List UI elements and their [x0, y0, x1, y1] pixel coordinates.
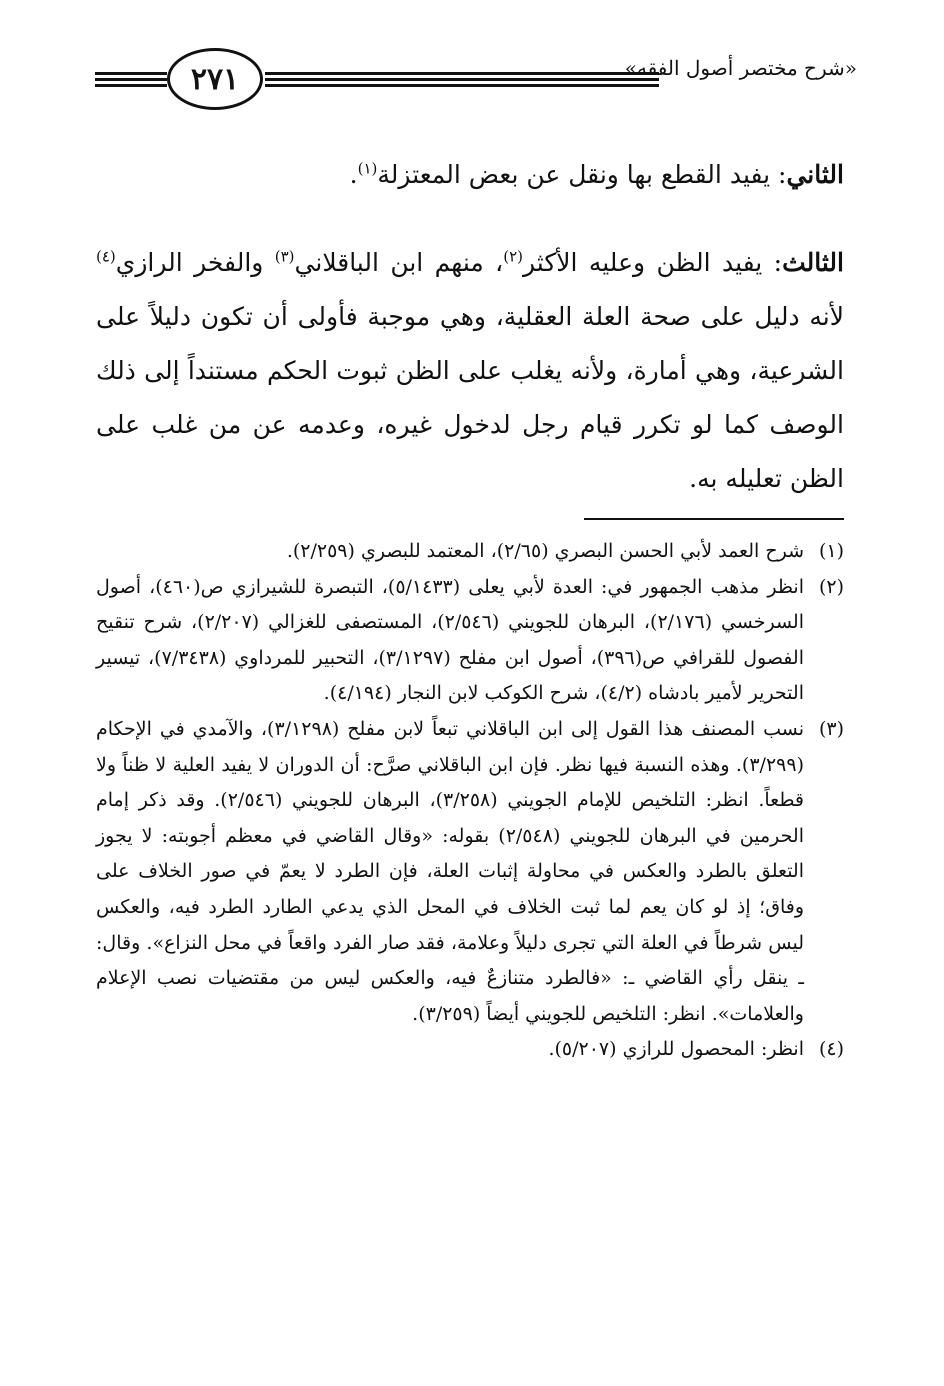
- footnote-number: (٢): [818, 575, 844, 598]
- paragraph-third-view: [96, 236, 844, 506]
- footnote-item: [96, 570, 844, 712]
- footnote-text: انظر: المحصول للرازي (٥/٢٠٧).: [548, 1038, 804, 1061]
- footnote-ref: (١): [357, 159, 378, 178]
- paragraph-lead: الثاني: [786, 160, 844, 189]
- footnote-number: (١): [818, 540, 844, 562]
- paragraph-text: والفخر الرازي: [115, 248, 275, 277]
- page-header: [95, 46, 857, 126]
- footnote-ref: (٤): [96, 247, 116, 266]
- footnote-separator: [584, 518, 844, 520]
- running-title: «شرح مختصر أصول الفقه»: [624, 56, 857, 80]
- footnote-ref: (٣): [274, 247, 295, 266]
- footnote-number: (٣): [818, 717, 844, 740]
- paragraph-text: لأنه دليل على صحة العلة العقلية، وهي موجبة فأولى أن تكون دليلاً على الشرعية، وهي أمارة، ولأنه يغلب على الظن ثبوت الحكم مستنداً إلى ذلك الوصف كما لو تكرر قيام رجل لدخول غيره، وعدمه عن من غلب على الظن تعليله به.: [96, 302, 844, 493]
- footnote-text: نسب المصنف هذا القول إلى ابن الباقلاني تبعاً لابن مفلح (٣/١٢٩٨)، والآمدي في الإحكام (٣/٢٩٩). وهذه النسبة فيها نظر. فإن ابن الباقلاني صرَّح: أن الدوران لا يفيد العلية لا ظناً ولا قطعاً. انظر: التلخيص للإمام الجويني (٣/٢٥٨)، البرهان للجويني (٢/٥٤٦). وقد ذكر إمام الحرمين في البرهان للجويني (٢/٥٤٨) بقوله: «وقال القاضي في معظم أجوبته: لا يجوز التعلق بالطرد والعكس في محاولة إثبات العلة، فإن الطرد لا يعمّ في صور الخلاف على وفاق؛ إذ لو كان يعم لما ثبت الخلاف في المحل الذي يدعي الطارد الطرد فيه، والعكس ليس شرطاً في العلة التي تجرى دليلاً وعلامة، فقد صار الفرد واقعاً في محل النزاع». وقال: ـ ينقل رأي القاضي ـ: «فالطرد متنازعٌ فيه، والعكس ليس من مقتضيات نصب الإعلام والعلامات». انظر: التلخيص للجويني أيضاً (٣/٢٥٩).: [96, 717, 804, 1025]
- footnote-item: [96, 534, 844, 570]
- paragraph-text: ، منهم ابن الباقلاني: [294, 248, 504, 277]
- paragraph-lead: الثالث: [782, 248, 844, 277]
- footnote-text: شرح العمد لأبي الحسن البصري (٢/٦٥)، المعتمد للبصري (٢/٢٥٩).: [286, 540, 804, 562]
- footnote-item: [96, 1032, 844, 1068]
- paragraph-second-view: [96, 148, 844, 202]
- footnote-ref: (٢): [503, 247, 524, 266]
- page-number: ٢٧١: [167, 48, 263, 110]
- footnote-text: انظر مذهب الجمهور في: العدة لأبي يعلى (٥/١٤٣٣)، التبصرة للشيرازي ص(٤٦٠)، أصول السرخسي (٢/١٧٦)، البرهان للجويني (٢/٥٤٦)، المستصفى للغزالي (٢/٢٠٧)، شرح تنقيح الفصول للقرافي ص(٣٩٦)، أصول ابن مفلح (٣/١٢٩٧)، التحبير للمرداوي (٧/٣٤٣٨)، تيسير التحرير لأمير بادشاه (٤/٢)، شرح الكوكب لابن النجار (٤/١٩٤).: [96, 575, 804, 705]
- paragraph-text: : يفيد القطع بها ونقل عن بعض المعتزلة: [377, 160, 787, 189]
- footnote-item: [96, 712, 844, 1032]
- paragraph-text: : يفيد الظن وعليه الأكثر: [523, 248, 783, 277]
- footnote-number: (٤): [818, 1038, 844, 1061]
- paragraph-text: .: [349, 160, 358, 189]
- footnotes: [96, 534, 844, 1068]
